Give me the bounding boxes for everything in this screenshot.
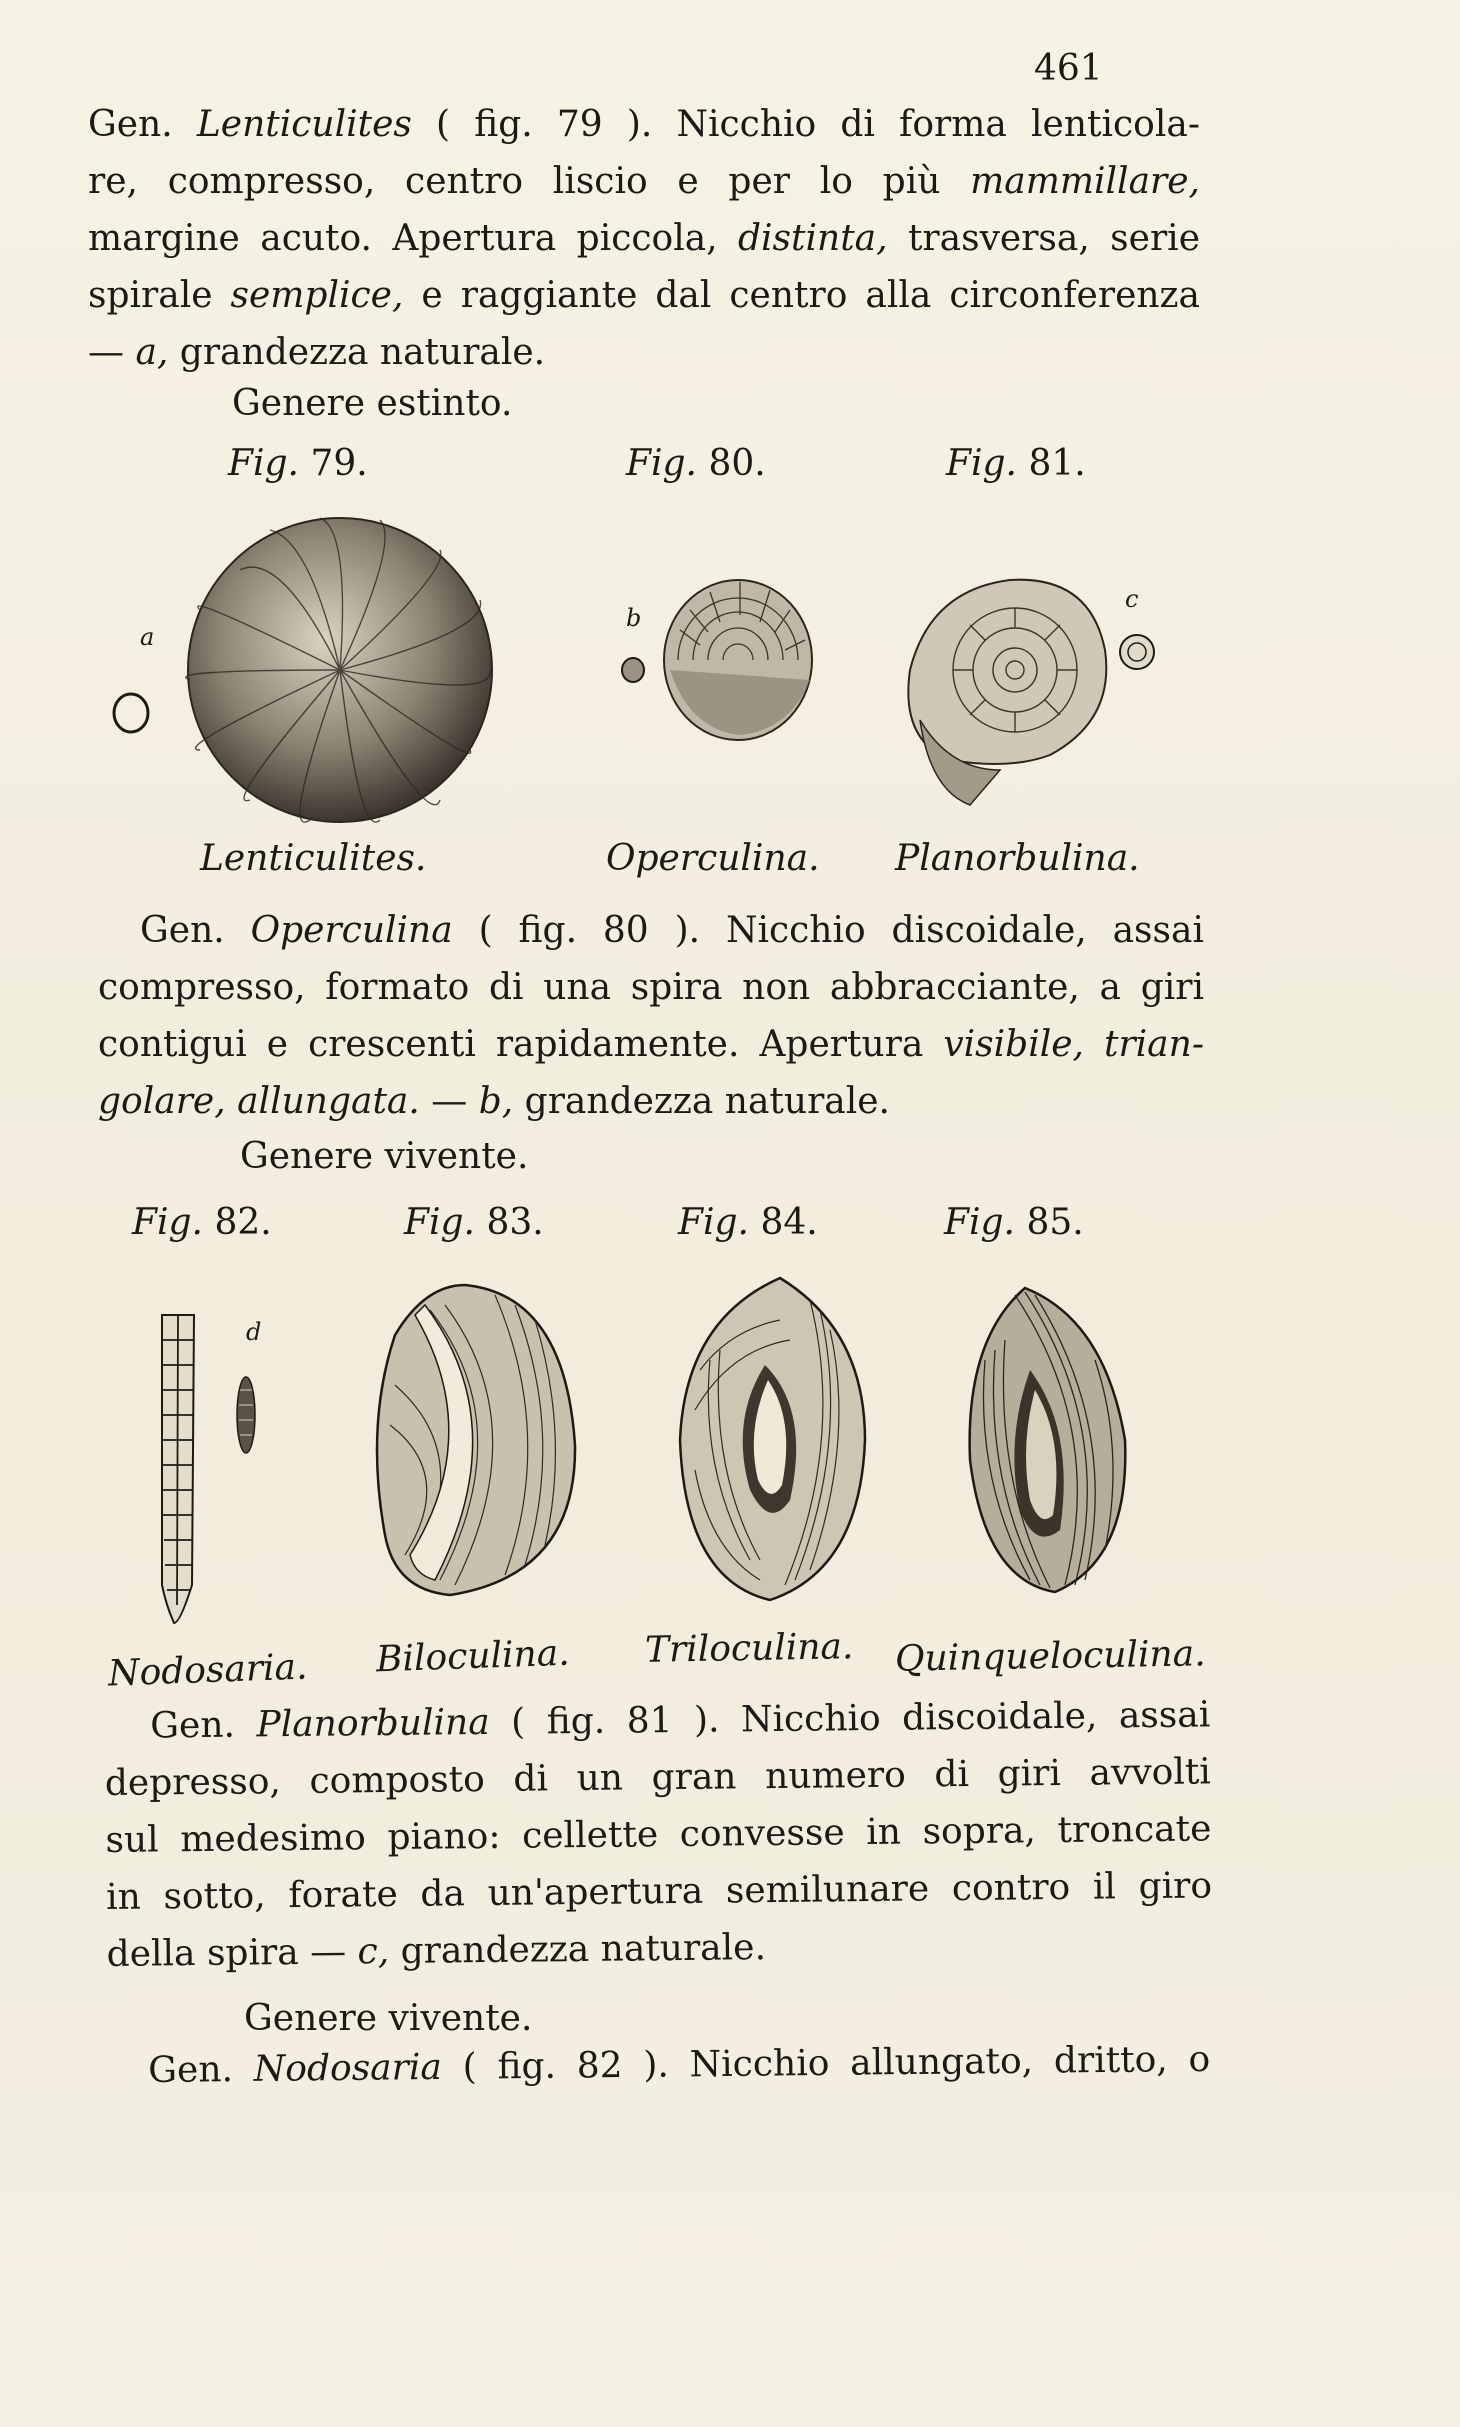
paragraph-planorbulina (104, 1686, 1213, 1983)
page-number: 461 (1034, 48, 1103, 89)
label-c: c (1125, 585, 1139, 613)
lenticulites-illustration (110, 510, 510, 830)
label-a: a (140, 623, 155, 651)
text-line: — a, grandezza naturale. (88, 332, 546, 373)
text-line: compresso, formato di una spira non abbracciante, a giri (98, 967, 1204, 1008)
label-b: b (626, 604, 642, 632)
fig-85-label: Fig. 85. (944, 1202, 1084, 1243)
text-line: re, compresso, centro liscio e per lo più mammillare, (88, 161, 1200, 202)
caption-operculina: Operculina. (606, 838, 820, 879)
caption-nodosaria: Nodosaria. (107, 1646, 309, 1695)
label-d: d (246, 1318, 262, 1346)
paragraph-operculina (98, 902, 1204, 1130)
fig-79-label: Fig. 79. (228, 443, 368, 484)
paragraph-lenticulites (88, 96, 1200, 381)
text-line: contigui e crescenti rapidamente. Apertura visibile, trian- (98, 1024, 1204, 1065)
fig-82-label: Fig. 82. (132, 1202, 272, 1243)
caption-quinqueloculina: Quinqueloculina. (894, 1633, 1206, 1680)
fig-81-label: Fig. 81. (946, 443, 1086, 484)
text-line: Gen. Planorbulina ( fig. 81 ). Nicchio discoidale, assai (150, 1694, 1211, 1747)
biloculina-illustration (355, 1275, 585, 1605)
fig-84-label: Fig. 84. (678, 1202, 818, 1243)
caption-biloculina: Biloculina. (375, 1632, 571, 1681)
fig-80-label: Fig. 80. (626, 443, 766, 484)
genus-status: Genere estinto. (232, 383, 513, 424)
text-line: golare, allungata. — b, grandezza naturale. (98, 1081, 891, 1122)
text-line: Gen. Lenticulites ( fig. 79 ). Nicchio di forma lenticola- (88, 104, 1200, 145)
text-line: sul medesimo piano: cellette convesse in sopra, troncate (105, 1808, 1212, 1861)
genus-status: Genere vivente. (240, 1136, 529, 1177)
triloculina-illustration (670, 1270, 870, 1610)
genus-status: Genere vivente. (244, 1998, 533, 2039)
text-line: spirale semplice, e raggiante dal centro alla circonferenza (88, 275, 1200, 316)
genus-name: Operculina (250, 910, 453, 951)
genus-name: Lenticulites (196, 104, 412, 145)
operculina-illustration (610, 570, 820, 770)
nodosaria-illustration (150, 1305, 270, 1635)
caption-planorbulina: Planorbulina. (895, 838, 1140, 879)
fig-83-label: Fig. 83. (404, 1202, 544, 1243)
paragraph-nodosaria (148, 2031, 1211, 2099)
text-line: depresso, composto di un gran numero di giri avvolti (104, 1751, 1212, 1804)
caption-lenticulites: Lenticulites. (200, 838, 427, 879)
text-line: della spira — c, grandezza naturale. (106, 1927, 767, 1975)
genus-name: Nodosaria (253, 2046, 443, 2090)
caption-triloculina: Triloculina. (644, 1626, 854, 1671)
text-line: margine acuto. Apertura piccola, distinta, trasversa, serie (88, 218, 1200, 259)
genus-name: Planorbulina (256, 1701, 490, 1746)
quinqueloculina-illustration (955, 1280, 1145, 1600)
text-line: Gen. Nodosaria ( fig. 82 ). Nicchio allungato, dritto, o (148, 2038, 1211, 2091)
text-line: in sotto, forate da un'apertura semilunare contro il giro (105, 1865, 1213, 1918)
text-line: Gen. Operculina ( fig. 80 ). Nicchio discoidale, assai (140, 910, 1204, 951)
